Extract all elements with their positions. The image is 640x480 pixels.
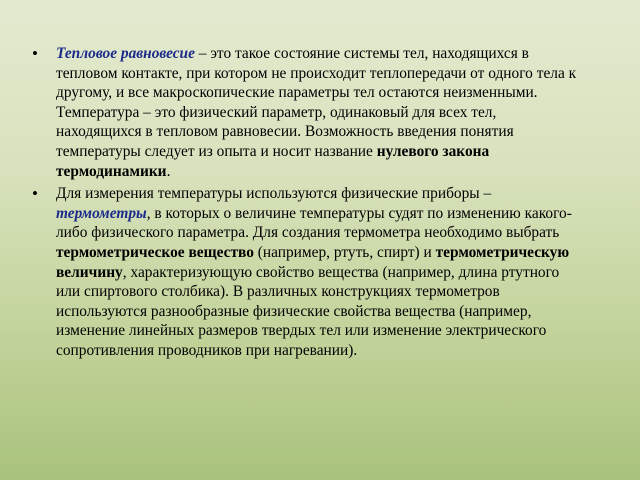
- text-segment: (например, ртуть, спирт) и: [253, 243, 436, 261]
- bullet-item-thermal-equilibrium: [32, 44, 584, 181]
- bullet-item-thermometers: [32, 184, 584, 360]
- bullet-marker-icon: •: [32, 184, 38, 204]
- text-segment: , характеризующую свойство вещества (например, длина ртутного или спиртового столбика). В различных конструкциях термометров используются разнообразные физические свойства вещества (например, изменение линейных размеров твердых тел или изменение электрического сопротивления проводников при нагревании).: [56, 263, 560, 359]
- term-thermometric-quantity: термометрическую величину: [56, 243, 570, 281]
- text-segment: Для измерения температуры используются физические приборы –: [56, 185, 492, 203]
- text-segment: .: [166, 162, 171, 180]
- text-segment: – это такое состояние системы тел, находящихся в тепловом контакте, при котором не происходит теплопередачи от одного тела к другому, и все макроскопические параметры тел остаются неизменными. Температура – это физический параметр, одинаковый для всех тел, находящихся в тепловом равновесии. Возможность введения понятия температуры следует из опыта и носит название: [56, 45, 577, 160]
- bullet-marker-icon: •: [32, 44, 38, 63]
- text-segment: , в которых о величине температуры судят по изменению какого-либо физического параметра. Для создания термометра необходимо выбрать: [56, 204, 572, 242]
- term-zeroth-law: нулевого закона термодинамики: [56, 142, 490, 180]
- term-thermal-equilibrium: Тепловое равновесие: [56, 45, 195, 62]
- term-thermometers: термометры: [56, 204, 147, 222]
- term-thermometric-substance: термометрическое вещество: [56, 243, 254, 261]
- bullet-list: [32, 44, 584, 361]
